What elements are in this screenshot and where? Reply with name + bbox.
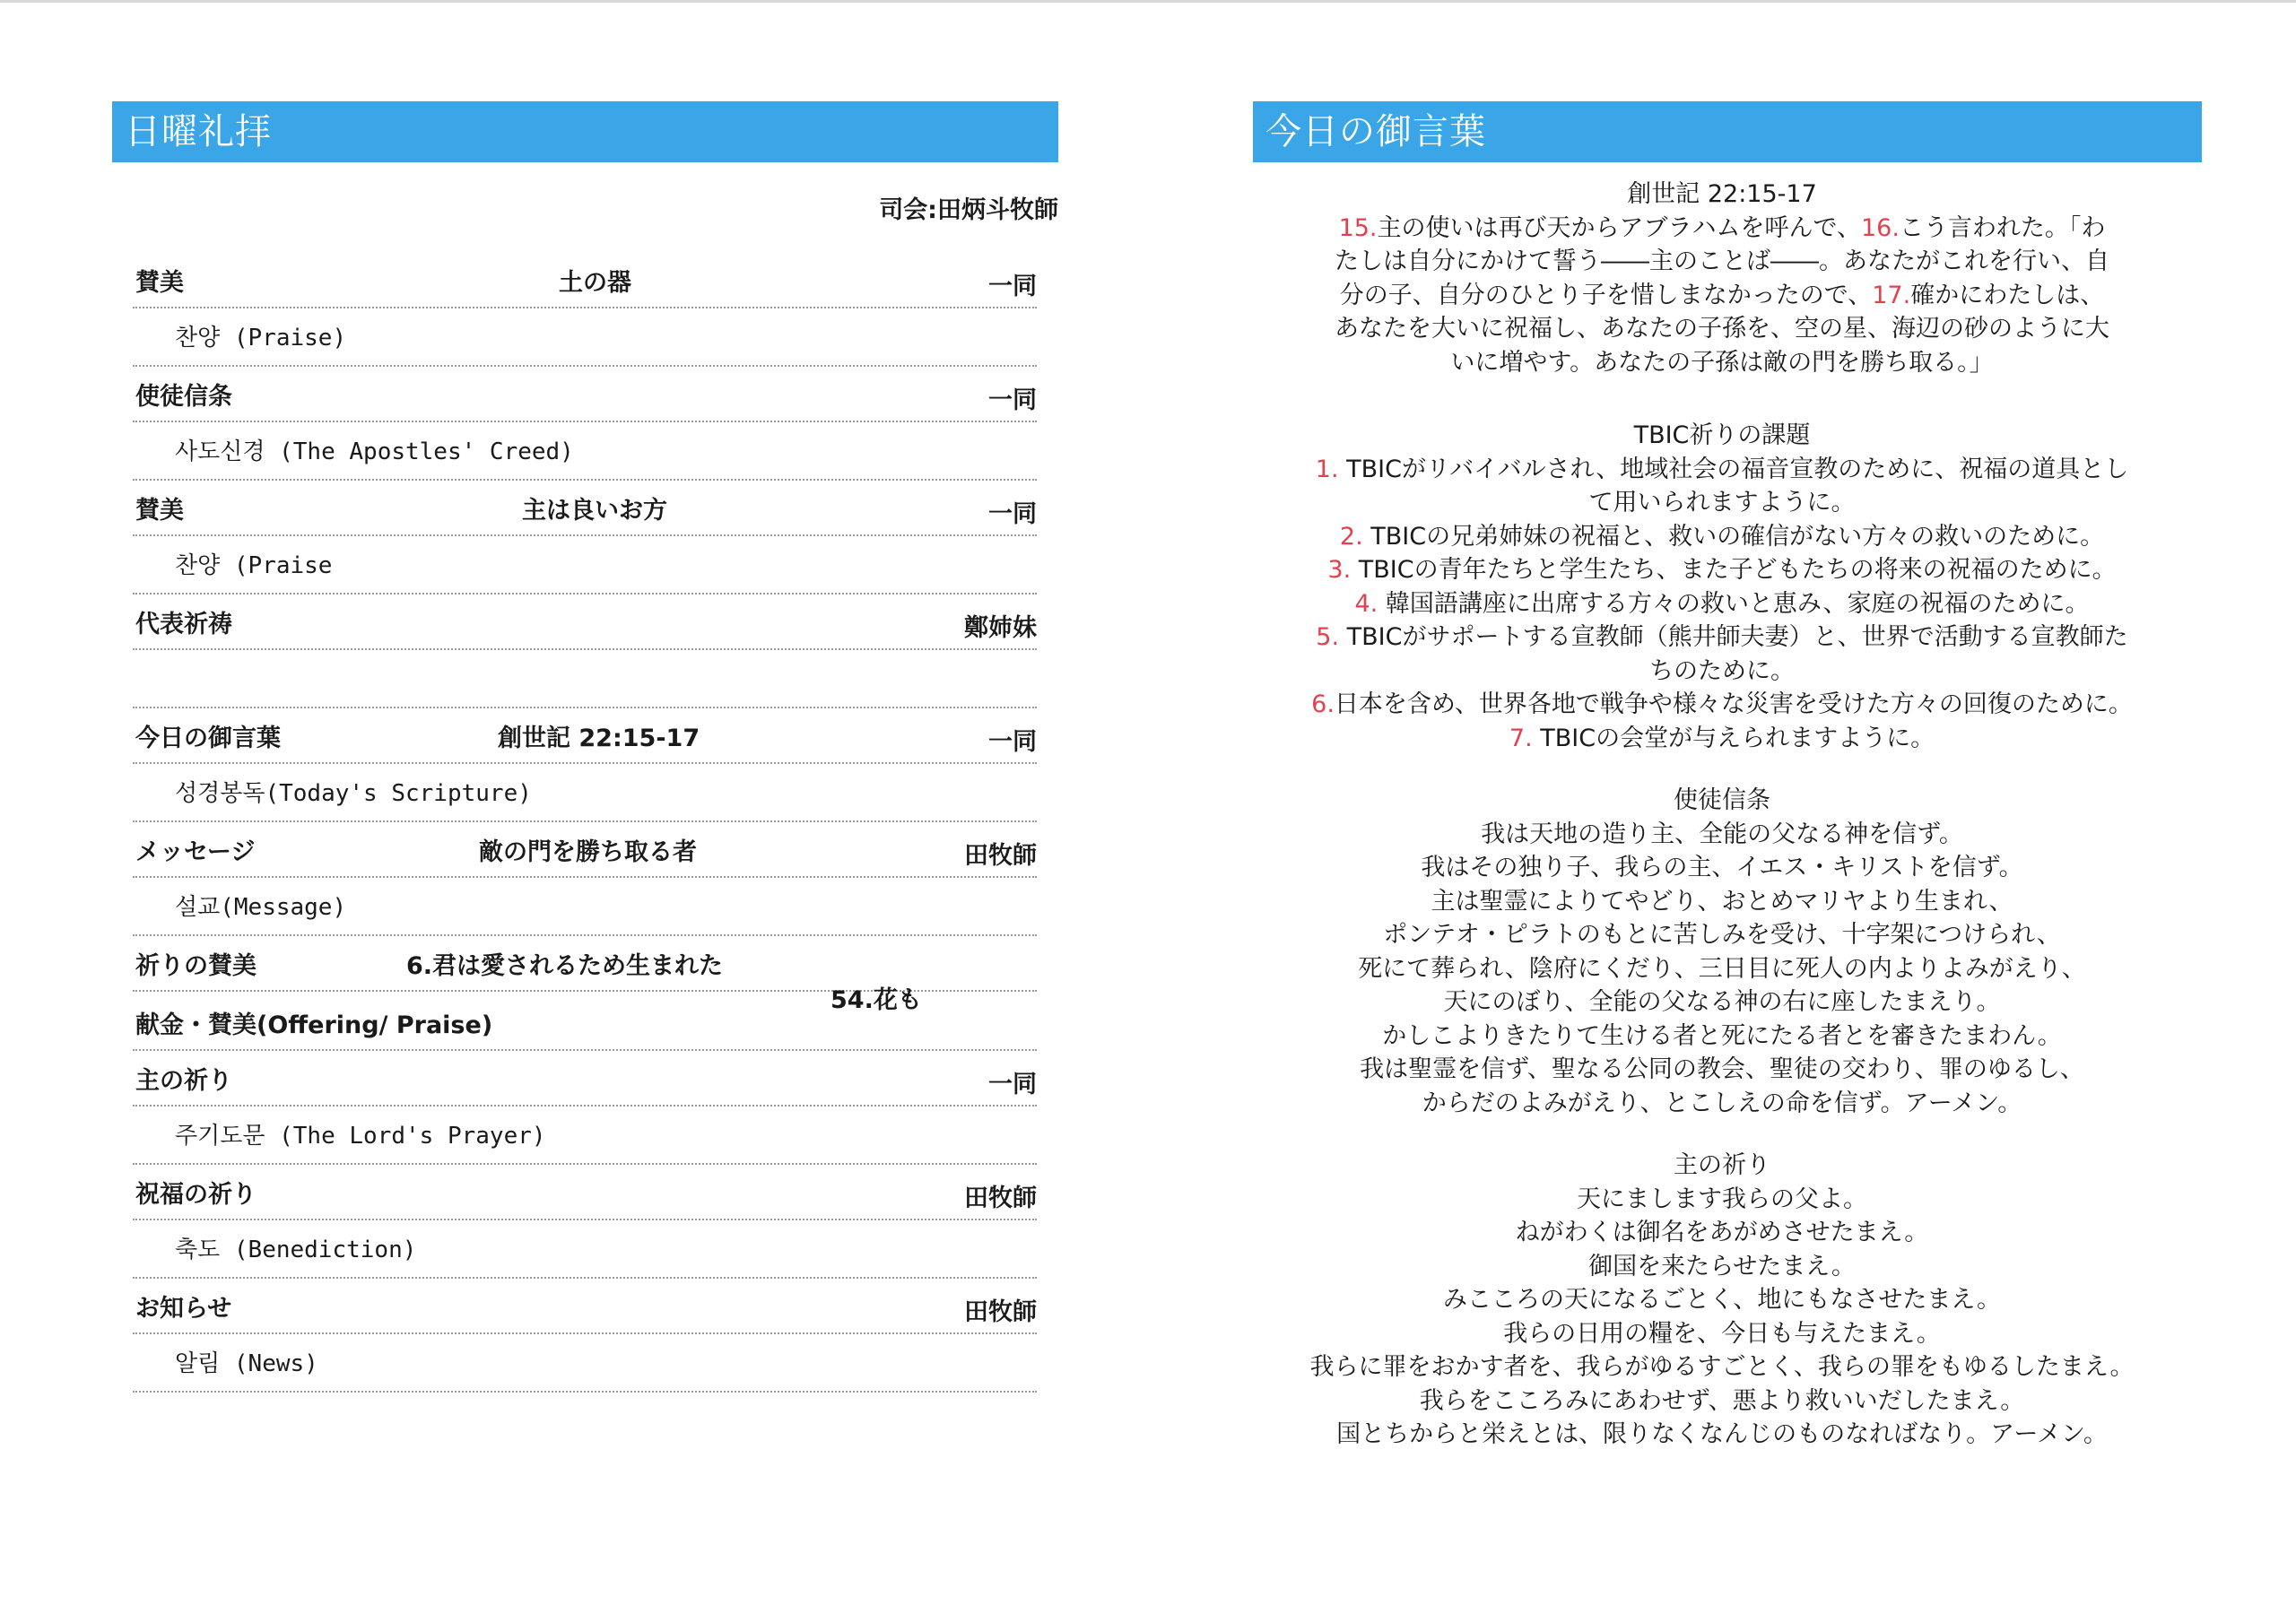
verse-number: 17. (1872, 281, 1911, 309)
program-title: 敵の門を勝ち取る者 (479, 838, 697, 866)
program-korean-label: 찬양 (Praise (175, 552, 333, 579)
banner-title: 今日の御言葉 (1265, 111, 1486, 152)
program-leader: 一同 (988, 1071, 1037, 1098)
item-text: 日本を含め、世界各地で戦争や様々な災害を受けた方々の回復のために。 (1334, 690, 2133, 718)
program-title: 土の器 (559, 269, 631, 297)
creed-line: からだのよみがえり、とこしえの命を信ず。アーメン。 (1422, 1089, 2022, 1117)
item-number: 2. (1339, 522, 1363, 551)
prayer-line: 国とちからと栄えとは、限りなくなんじのものなればなり。アーメン。 (1336, 1420, 2108, 1448)
prayer-line: 我らに罪をおかす者を、我らがゆるすごとく、我らの罪をもゆるしたまえ。 (1309, 1353, 2135, 1381)
verse-text: 主の使いは再び天からアブラハムを呼んで、 (1377, 213, 1861, 242)
item-text: TBICの会堂が与えられますように。 (1540, 724, 1935, 752)
program-korean-label: 알림 (News) (175, 1350, 318, 1377)
program-korean-label: 설교(Message) (175, 894, 347, 921)
creed-line: 我は天地の造り主、全能の父なる神を信ず。 (1481, 820, 1963, 848)
program-leader: 一同 (988, 273, 1037, 300)
lords-prayer (1148, 1149, 2296, 1452)
program-leader: 鄭姉妹 (964, 614, 1037, 642)
scripture-line (1148, 279, 2296, 313)
program-leader: 一同 (988, 386, 1037, 414)
item-text: TBICの青年たちと学生たち、また子どもたちの将来の祝福のために。 (1358, 556, 2117, 584)
right-page (1148, 0, 2296, 1623)
prayer-item (1148, 520, 2296, 554)
program-subrow (133, 1220, 1037, 1279)
section-title: 主の祈り (1674, 1151, 1770, 1179)
verse-text: こう言われた。「わ (1899, 213, 2106, 242)
program-title: 主は良いお方 (522, 497, 667, 525)
program-label: 代表祈祷 (135, 611, 232, 638)
worship-program (133, 253, 1037, 1393)
program-korean-label: 성경봉독(Today's Scripture) (175, 780, 532, 807)
scripture-block (1148, 178, 2296, 379)
item-number: 6. (1311, 690, 1335, 718)
item-number: 7. (1509, 724, 1533, 752)
program-subrow (133, 1334, 1037, 1393)
program-leader: 田牧師 (964, 1185, 1037, 1212)
creed-line: 我は聖霊を信ず、聖なる公同の教会、聖徒の交わり、罪のゆるし、 (1360, 1055, 2084, 1083)
program-korean-label: 주기도문 (The Lord's Prayer) (175, 1123, 546, 1150)
program-subrow (133, 308, 1037, 367)
program-label: 賛美 (135, 269, 184, 297)
prayer-line: ねがわくは御名をあがめさせたまえ。 (1515, 1219, 1929, 1246)
verse-text: 分の子、自分のひとり子を惜しまなかったので、 (1339, 281, 1873, 309)
program-label: 主の祈り (135, 1067, 232, 1095)
section-title: TBIC祈りの課題 (1633, 421, 1811, 449)
item-number: 1. (1315, 455, 1339, 483)
program-subrow (133, 878, 1037, 936)
creed-line: 我はその独り子、我らの主、イエス・キリストを信ず。 (1421, 854, 2023, 881)
program-subrow (133, 422, 1037, 481)
banner-title: 日曜礼拝 (125, 111, 272, 152)
program-label: 祝福の祈り (135, 1181, 257, 1209)
program-row (133, 481, 1037, 536)
program-leader: 一同 (988, 500, 1037, 528)
program-row (133, 1279, 1037, 1334)
item-text: 韓国語講座に出席する方々の救いと恵み、家庭の祝福のために。 (1385, 589, 2090, 618)
program-title: 6.君は愛されるため生まれた (406, 952, 724, 980)
program-label: 献金・賛美(Offering/ Praise) (135, 1011, 493, 1039)
scripture-line (1148, 212, 2296, 246)
item-text: TBICがリバイバルされ、地域社会の福音宣教のために、祝福の道具とし (1346, 455, 2129, 483)
scripture-reference: 創世記 22:15-17 (1627, 180, 1817, 208)
item-text: TBICがサポートする宣教師（熊井師夫妻）と、世界で活動する宣教師た (1346, 623, 2128, 651)
creed-line: 死にて葬られ、陰府にくだり、三日目に死人の内よりよみがえり、 (1358, 954, 2086, 983)
program-row (133, 708, 1037, 764)
verse-text: 確かにわたしは、 (1910, 281, 2105, 309)
prayer-line: 我らの日用の糧を、今日も与えたまえ。 (1503, 1319, 1941, 1348)
item-number: 4. (1354, 589, 1378, 618)
program-subrow (133, 764, 1037, 822)
program-label: 今日の御言葉 (135, 725, 281, 752)
scripture-line: たしは自分にかけて誓う――主のことば――。あなたがこれを行い、自 (1335, 247, 2109, 275)
scripture-line: いに増やす。あなたの子孫は敵の門を勝ち取る。」 (1450, 348, 1994, 377)
prayer-item (1148, 621, 2296, 655)
verse-number: 15. (1338, 213, 1378, 242)
prayer-item (1148, 453, 2296, 487)
item-text: TBICの兄弟姉妹の祝福と、救いの確信がない方々の救いのために。 (1370, 522, 2105, 551)
creed-line: かしこよりきたりて生ける者と死にたる者とを審きたまわん。 (1382, 1021, 2062, 1050)
program-row (133, 986, 1037, 1051)
prayer-item (1148, 688, 2296, 722)
program-row (133, 1051, 1037, 1107)
program-row (133, 822, 1037, 878)
program-label: お知らせ (135, 1295, 232, 1323)
prayer-line: みこころの天になるごとく、地にもなさせたまえ。 (1442, 1286, 2002, 1314)
program-korean-label: 축도 (Benediction) (175, 1237, 417, 1263)
program-label: 祈りの賛美 (135, 952, 257, 980)
host-label: 司会:田炳斗牧師 (879, 196, 1058, 224)
program-korean-label: 사도신경 (The Apostles' Creed) (175, 438, 574, 465)
creed-line: ポンテオ・ピラトのもとに苦しみを受け、十字架につけられ、 (1383, 921, 2061, 949)
program-row (133, 253, 1037, 308)
program-subrow (133, 1107, 1037, 1165)
program-subrow-empty (133, 650, 1037, 708)
apostles-creed (1148, 784, 2296, 1120)
program-label: 使徒信条 (135, 383, 232, 411)
program-row (133, 1165, 1037, 1220)
prayer-topics (1148, 419, 2296, 755)
prayer-line: 御国を来たらせたまえ。 (1588, 1252, 1856, 1280)
item-number: 5. (1316, 623, 1340, 651)
program-leader: 田牧師 (964, 842, 1037, 870)
program-leader: 田牧師 (964, 1298, 1037, 1326)
item-number: 3. (1327, 556, 1352, 584)
program-row (133, 367, 1037, 422)
verse-number: 16. (1860, 213, 1900, 242)
prayer-item (1148, 553, 2296, 587)
prayer-item-continued: て用いられますように。 (1588, 489, 1856, 516)
scripture-line: あなたを大いに祝福し、あなたの子孫を、空の星、海辺の砂のように大 (1335, 315, 2109, 343)
creed-line: 主は聖霊によりてやどり、おとめマリヤより生まれ、 (1431, 887, 2013, 916)
prayer-line: 我らをこころみにあわせず、悪より救いいだしたまえ。 (1419, 1386, 2025, 1415)
program-leader: 一同 (988, 728, 1037, 756)
section-banner-todays-word (1253, 101, 2202, 162)
section-title: 使徒信条 (1674, 786, 1770, 814)
prayer-item (1148, 587, 2296, 621)
creed-line: 天にのぼり、全能の父なる神の右に座したまえり。 (1443, 988, 2001, 1016)
section-banner-sunday-worship (112, 101, 1058, 162)
program-subrow (133, 536, 1037, 595)
prayer-item-continued: ちのために。 (1649, 656, 1795, 685)
program-row (133, 595, 1037, 650)
program-side-note: 54.花も (831, 986, 922, 1014)
prayer-item (1148, 722, 2296, 756)
program-label: メッセージ (135, 838, 256, 866)
prayer-line: 天にまします我らの父よ。 (1577, 1185, 1867, 1213)
program-title: 創世記 22:15-17 (498, 725, 700, 752)
program-label: 賛美 (135, 497, 184, 525)
program-korean-label: 찬양 (Praise) (175, 325, 347, 352)
